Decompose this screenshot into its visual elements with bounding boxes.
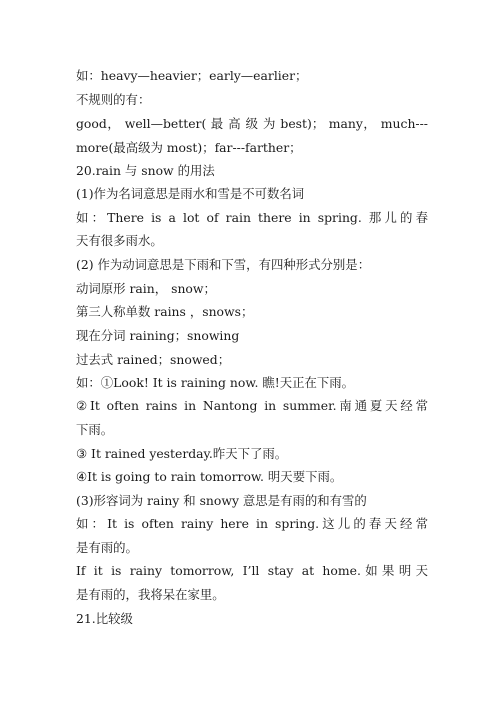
text-line: 如：There is a lot of rain there in spring. 那儿的春 [76,210,428,225]
section-heading: 20.rain 与 snow 的用法 [76,163,215,178]
text-line: 如：①Look! It is raining now. 瞧!天正在下雨。 [76,375,355,390]
text-line: 过去式 rained；snowed； [76,352,231,367]
text-line: 如：It is often rainy here in spring.这儿的春天经常 [76,516,428,531]
text-line: 如：heavy—heavier；early—earlier； [76,68,308,83]
text-line: If it is rainy tomorrow, I’ll stay at home.如果明天 [76,563,428,578]
text-line: 动词原形 rain， snow； [76,281,216,296]
text-line: ④It is going to rain tomorrow. 明天要下雨。 [76,469,343,484]
text-line: ②It often rains in Nantong in summer.南通夏天经常 [76,398,428,413]
text-line: 是有雨的，我将呆在家里。 [76,587,225,602]
text-line: 不规则的有： [76,92,151,107]
text-line: 是有雨的。 [76,540,138,555]
text-line: 天有很多雨水。 [76,233,163,248]
text-line: 下雨。 [76,422,114,437]
text-line: (3)形容词为 rainy 和 snowy 意思是有雨的和有雪的 [76,493,367,508]
text-line: (2) 作为动词意思是下雨和下雪，有四种形式分别是： [76,257,371,272]
text-line: ③ It rained yesterday.昨天下了雨。 [76,446,288,461]
text-line: 第三人称单数 rains ，snows； [76,304,254,319]
text-line: 现在分词 raining；snowing [76,328,240,343]
text-line: good， well—better( 最 高 级 为 best)； many， much--- [76,116,428,131]
text-line: more(最高级为 most)；far---farther； [76,140,302,155]
section-heading: 21.比较级 [76,611,133,626]
text-line: (1)作为名词意思是雨水和雪是不可数名词 [76,186,305,201]
